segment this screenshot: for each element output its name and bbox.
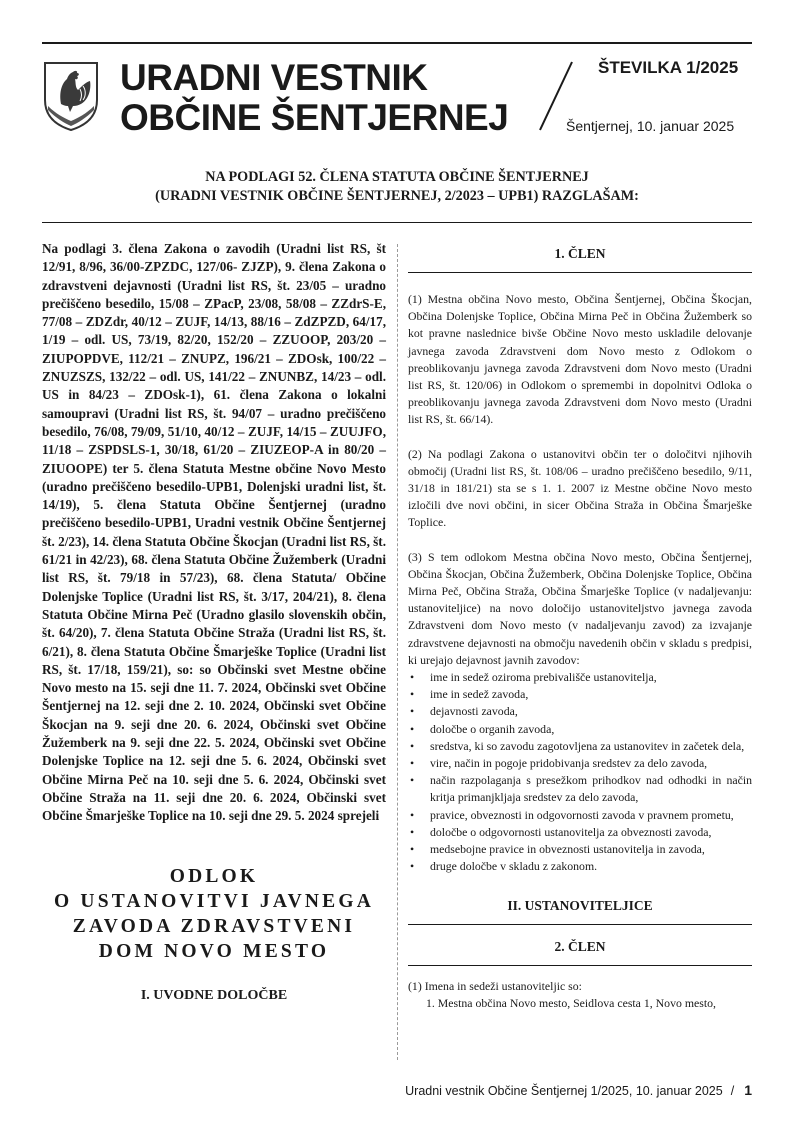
list-item: • ime in sedež zavoda, — [408, 686, 752, 703]
document-title-line: O USTANOVITVI JAVNEGA — [53, 890, 375, 912]
left-column — [42, 240, 386, 1004]
document-title-line: DOM NOVO MESTO — [98, 940, 330, 962]
list-item: • določbe o organih zavoda, — [408, 721, 752, 738]
article-1-paragraph-2: (2) Na podlagi Zakona o ustanovitvi občin ter o določitvi njihovih območij (Uradni list RS, št. 108/06 – uradno prečiščeno besedilo, 9/11, 31/18 in 181/21) sta se s 1. 1. 2007 iz Mestne občine Novo mesto izločili dve novi občini, in sicer Občina Straža in Občina Šmarješke Toplice. — [408, 446, 752, 530]
masthead-title-line1: URADNI VESTNIK — [120, 57, 428, 98]
section-heading-founders: II. USTANOVITELJICE — [507, 897, 653, 913]
promulgation-line2: (URADNI VESTNIK OBČINE ŠENTJERNEJ, 2/2023 – UPB1) RAZGLAŠAM: — [155, 188, 639, 204]
list-item: • medsebojne pravice in obveznosti ustanovitelja in zavoda, — [408, 841, 752, 858]
masthead-title-line2: OBČINE ŠENTJERNEJ — [120, 97, 509, 138]
section-founders-rule — [408, 924, 752, 925]
list-item: • način razpolaganja s presežkom prihodkov nad odhodki in način kritja primanjkljaja sredstev za delo zavoda, — [408, 772, 752, 806]
article-1-paragraph-3: (3) S tem odlokom Mestna občina Novo mesto, Občina Šentjernej, Občina Škocjan, Občina Žužemberk, Občina Dolenjske Toplice, Občina Mirna Peč, Občina Straža, Občina Šmarješke Toplice (v nadaljevanju: ustanoviteljice) na novo določijo ustanoviteljstvo javnega zavoda Zdravstveni dom Novo mesto (v nadaljevanju zavod) za izvajanje zdravstvene dejavnosti na območju navedenih občin v skladu s predpisi, ki urejajo dejavnost javnih zavodov: — [408, 549, 752, 667]
right-column — [408, 240, 752, 1012]
list-item: • pravice, obveznosti in odgovornosti zavoda v pravnem prometu, — [408, 807, 752, 824]
article-2-paragraph-1: (1) Imena in sedeži ustanoviteljic so: — [408, 978, 582, 993]
rooster-crest-icon — [42, 60, 100, 132]
article-1-paragraph-1: (1) Mestna občina Novo mesto, Občina Šentjernej, Občina Škocjan, Občina Dolenjske Toplice, Občina Mirna Peč in Občina Žužemberk so kot pravne naslednice bivše Občine Novo mesto uskladile delovanje javnega zavoda Zdravstveni dom Novo mesto z Odlokom o preoblikovanju javnega zavoda Zdravstveni dom Novo mesto (Uradni list RS, št. 120/06) in Odlokom o spremembi in dopolnitvi Odloka o preoblikovanju javnega zavoda Zdravstveni dom Novo mesto (Uradni list RS, št. 66/14). — [408, 292, 752, 427]
column-divider — [397, 244, 398, 1060]
top-rule — [42, 42, 752, 44]
list-item: • dejavnosti zavoda, — [408, 703, 752, 720]
promulgation-rule — [42, 222, 752, 223]
article-2-heading: 2. ČLEN — [554, 938, 606, 954]
footer-separator: / — [730, 1084, 735, 1098]
footer-text: Uradni vestnik Občine Šentjernej 1/2025, 10. januar 2025 — [405, 1084, 723, 1098]
list-item: • ime in sedež oziroma prebivališče ustanovitelja, — [408, 669, 752, 686]
list-item: • druge določbe v skladu z zakonom. — [408, 858, 752, 875]
document-title — [42, 864, 386, 964]
promulgation-line1: NA PODLAGI 52. ČLENA STATUTA OBČINE ŠENTJERNEJ — [205, 169, 589, 185]
page-number: 1 — [744, 1082, 752, 1098]
masthead-title — [120, 58, 508, 138]
list-item: • vire, način in pogoje pridobivanja sredstev za delo zavoda, — [408, 755, 752, 772]
article-1-rule — [408, 272, 752, 273]
promulgation — [42, 168, 752, 206]
issue-number: ŠTEVILKA 1/2025 — [598, 58, 739, 77]
article-1-heading: 1. ČLEN — [554, 246, 606, 261]
article-1-bullet-list — [408, 669, 752, 875]
issue-date: Šentjernej, 10. januar 2025 — [566, 118, 735, 134]
list-item: • sredstva, ki so zavodu zagotovljena za ustanovitev in začetek dela, — [408, 738, 752, 755]
article-2-rule — [408, 965, 752, 966]
page-footer — [42, 1082, 752, 1098]
document-title-line: ZAVODA ZDRAVSTVENI — [72, 915, 356, 937]
list-item: • določbe o odgovornosti ustanovitelja za obveznosti zavoda, — [408, 824, 752, 841]
section-heading-introductory: I. UVODNE DOLOČBE — [140, 987, 288, 1003]
document-title-line: ODLOK — [169, 865, 259, 887]
legal-basis: Na podlagi 3. člena Zakona o zavodih (Uradni list RS, št 12/91, 8/96, 36/00-ZPZDC, 127/06- ZJZP), 9. člena Zakona o zdravstveni dejavnosti (Uradni list RS, št. 23/05 – uradno prečiščeno besedilo, 15/08 – ZPacP, 23/08, 58/08 – ZZdrS-E, 77/08 – ZDZdr, 40/12 – ZUJF, 14/13, 88/16 – ZdZPZD, 64/17, 1/19 – odl. US, 73/19, 82/20, 152/20 – ZZUOOP, 203/20 – ZIUPOPDVE, 112/21 – ZNUPZ, 196/21 – ZDOsk, 100/22 – ZNUZSZS, 132/22 – odl. US, 141/22 – ZNUNBZ, 14/23 – odl. US in 84/23 – ZDOsk-1), 61. člena Zakona o lokalni samoupravi (Uradni list RS, št. 94/07 – uradno prečiščeno besedilo, 76/08, 79/09, 51/10, 40/12 – ZUJF, 14/15 – ZUUJFO, 11/18 – ZSPDSLS-1, 30/18, 61/20 – ZIUZEOP-A in 80/20 – ZIUOOPE) ter 5. člena Statuta Mestne občine Novo Mesto (uradno prečiščeno besedilo-UPB1, Dolenjski uradni list, št. 14/19), 5. člena Statuta Občine Šentjernej (uradno prečiščeno besedilo-UPB1, Uradni vestnik Občine Šentjernej št. 2/23), 14. člena Statuta Občine Škocjan (Uradni list RS, št. 61/21 in 42/23), 68. člena Statuta Občine Žužemberk (Uradni list RS, št. 79/18 in 57/23), 68. člena Statuta/ Občine Dolenjske Toplice (Uradni list RS, št. 3/17, 204/21), 8. člena Statuta Občine Mirna Peč (Uradno glasilo slovenskih občin, št. 64/20), 7. člena Statuta Občine Straža (Uradni list RS, št. 6/21), 8. člena Statuta Občine Šmarješke Toplice (Uradni list RS, št. 17/18, 159/21), so: so Občinski svet Mestne občine Novo mesto na 15. seji dne 11. 7. 2024, Občinski svet Občine Šentjernej na 12. seji dne 2. 10. 2024, Občinski svet Občine Škocjan na 9. seji dne 20. 6. 2024, Občinski svet Občine Žužemberk na 9. seji dne 22. 5. 2024, Občinski svet Občine Dolenjske Toplice na 12. seji dne 5. 6. 2024, Občinski svet Občine Mirna Peč na 10. seji dne 5. 6. 2024, Občinski svet Občine Straža na 11. seji dne 20. 6. 2024, Občinski svet Občine Šmarješke Toplice na 10. seji dne 29. 5. 2024 sprejeli — [42, 241, 386, 824]
founder-item-1: 1. Mestna občina Novo mesto, Seidlova cesta 1, Novo mesto, — [426, 995, 716, 1010]
